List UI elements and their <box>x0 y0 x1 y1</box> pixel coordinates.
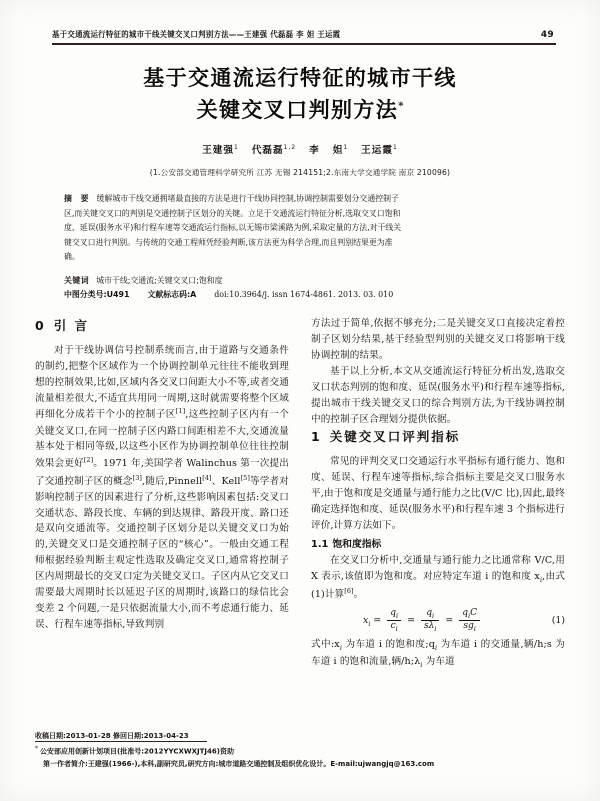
section-0-title: 引 言 <box>53 318 90 333</box>
eq1-f3-numerator <box>459 608 480 620</box>
eq1-f3-d: sg <box>463 621 474 632</box>
abstract-line-5: 确。 <box>64 252 80 262</box>
eq1-fraction-1 <box>387 608 401 633</box>
author-4: 王运霞 <box>361 145 393 156</box>
eq1-f3-denominator <box>459 620 480 633</box>
equation-1 <box>311 608 565 633</box>
right-paragraph-5 <box>311 637 565 671</box>
footnote-fund-text: 公安部应用创新计划项目(批准号:2012YYCXWXJTJ46)资助 <box>40 747 234 756</box>
title-line-2-wrap <box>0 94 600 126</box>
left-paragraph-1 <box>35 343 289 633</box>
abstract-line-1 <box>64 192 538 207</box>
abstract-label: 摘 要 <box>64 194 92 203</box>
lp1-a: 对于干线协调信号控制系统而言,由于道路与交通条件的制约,把整个区域作为一个协调控制单元往往不能收到理想的控制效果,比如,区域内各交叉口间距大小不等,或者交通流量相差很大,不适宜共用同一周期,这时就需要将整个区域再细化分成若干个小的控制子区 <box>35 344 289 421</box>
author-2: 代磊磊 <box>251 145 284 156</box>
rp4-sub: i <box>539 575 543 584</box>
footnote-fund <box>35 743 565 758</box>
abstract-line-3: 度、延误(服务水平)和行程车速等交通流运行指标,以无锡市梁溪路为例,采取定量的方法,对干线关 <box>64 223 402 233</box>
page-number: 49 <box>540 30 554 40</box>
lp1-e: 、Kell <box>211 475 241 487</box>
author-list <box>0 142 600 156</box>
section-heading-1 <box>311 427 565 448</box>
eq1-lhs: x <box>363 615 369 627</box>
eq1-f3-n: q <box>462 607 468 618</box>
rp4-b: ,由式(1)计算 <box>311 570 565 601</box>
eq1-f3-n-sub: i <box>467 611 471 620</box>
section-1-number: 1 <box>311 429 320 445</box>
citation-ref-3: [3] <box>132 473 142 482</box>
citation-ref-6: [6] <box>344 586 354 595</box>
classification <box>64 289 538 300</box>
citation-ref-2: [2] <box>83 456 94 465</box>
footnotes <box>35 730 565 771</box>
page-title <box>0 62 600 126</box>
section-heading-1-1 <box>311 537 565 553</box>
section-1-1-title: 饱和度指标 <box>332 538 382 550</box>
lp1-b: ,这些控制子区内有一个关键交叉口,在同一控制子区内路口间距相差不大,交通流量基本处于相同等级,以这些小区作为协调控制单位往往控制效果会更好 <box>35 409 289 470</box>
keywords-value: 城市干线;交通流;关键交叉口;饱和度 <box>96 276 223 285</box>
section-1-1-number: 1.1 <box>311 538 329 550</box>
rp5-a: 式中:x <box>311 639 340 651</box>
eq1-f2-numerator <box>421 608 439 620</box>
eq1-f2-denominator <box>421 620 439 633</box>
eq1-f3-n-b: C <box>470 607 477 618</box>
eq1-equals-1: = <box>373 615 382 627</box>
rp5-c: 为车道 i 的交通量,辆/h;s 为车道 i 的饱和流量,辆/h;λ <box>311 639 565 668</box>
affiliation: (1.公安部交通管理科学研究所 江苏 无锡 214151;2.东南大学交通学院 南京 210096) <box>149 168 451 177</box>
keywords-label: 关键词 <box>64 276 90 285</box>
eq1-f2-d-sub: i <box>434 624 437 633</box>
header-rule <box>52 43 556 45</box>
rp5-sub-3: i <box>420 661 423 670</box>
rp5-b: 为车道 i 的饱和度;q <box>342 639 435 651</box>
section-0-number: 0 <box>35 318 44 333</box>
title-footnote-mark: * <box>398 100 404 112</box>
eq1-f2-n-sub: i <box>432 611 435 620</box>
right-paragraph-3: 常见的评判交叉口交通运行水平指标有通行能力、饱和度、延误、行程车速等指标,综合指标主要是交叉口服务水平,由于饱和度是交通量与通行能力之比(V/C 比),因此,最终确定选择饱和度、延误(服务水平)和行程车速 3 个指标进行评价,计算方法如下。 <box>311 456 565 531</box>
rp5-sub-1: i <box>339 644 343 653</box>
body-columns <box>35 316 565 736</box>
title-line-2: 关键交叉口判别方法 <box>196 96 399 122</box>
eq1-f1-n-sub: i <box>396 611 399 620</box>
left-column <box>35 316 289 736</box>
eq1-f3-d-sub: i <box>473 624 476 633</box>
rp4-c: 。 <box>353 589 364 601</box>
author-1: 王建强 <box>202 145 234 156</box>
eq1-lhs-sub: i <box>368 619 371 628</box>
footnote-author-bio: 第一作者简介:王建强(1966-),本科,副研究员,研究方向:城市道路交通控制及组织优化设计。E-mail:ujwangjq@163.com <box>43 760 435 769</box>
section-1-title: 关键交叉口评判指标 <box>329 429 461 445</box>
author-3: 李 <box>309 145 320 156</box>
document-code: 文献标志码:A <box>147 290 197 299</box>
equation-1-body <box>311 608 535 633</box>
clc-number: 中图分类号:U491 <box>64 290 130 299</box>
author-3-affil: 1 <box>343 143 349 151</box>
abstract <box>64 192 538 265</box>
rp4-a: 在交叉口分析中,交通量与通行能力之比通常称 V/C,用 X 表示,该值即为饱和度。对应特定车道 i 的饱和度 x <box>311 555 565 582</box>
abstract-line-4: 键交叉口进行判别。与传统的交通工程师凭经验判断,该方法更为科学合理,而且判别结果更为准 <box>64 237 393 247</box>
right-paragraph-2: 基于以上分析,本文从交通流运行特征分析出发,选取交叉口状态判别的饱和度、延误(服务水平)和行程车速等指标,提出城市干线关键交叉口的综合判别方法,为干线协调控制中的控制子区合理划分提供依据。 <box>311 365 565 425</box>
abstract-text-1: 缓解城市干线交通拥堵最直接的方法是进行干线协同控制,协调控制需要划分交通控制子 <box>96 194 399 203</box>
eq1-fraction-2 <box>421 608 439 633</box>
citation-ref-5: [5] <box>240 473 250 482</box>
citation-ref-1: [1] <box>175 407 186 416</box>
abstract-line-2: 区,而关键交叉口的判别是交通控制子区划分的关键。立足于交通流运行特征分析,选取交叉口饱和 <box>64 208 401 218</box>
equation-1-number: (1) <box>551 614 565 626</box>
rp5-sub-2: i <box>434 644 438 653</box>
eq1-f2-d: sλ <box>423 621 435 632</box>
doi: doi:10.3964/j. issn 1674-4861. 2013. 03. 010 <box>214 290 394 299</box>
eq1-f1-numerator <box>387 608 401 620</box>
right-paragraph-1: 方法过于简单,依据不够充分;二是关键交叉口直接决定着控制子区划分结果,基于经验型判别的关键交叉口将影响干线协调控制的结果。 <box>311 318 565 361</box>
eq1-equals-3: = <box>445 615 454 627</box>
keywords <box>64 274 538 289</box>
eq1-equals-2: = <box>407 615 415 627</box>
title-line-1: 基于交通流运行特征的城市干线 <box>143 65 457 90</box>
eq1-f1-n: q <box>390 607 397 618</box>
author-4-affil: 1 <box>392 143 398 151</box>
eq1-f1-denominator <box>387 620 401 633</box>
lp1-f: 等学者对影响控制子区的因素进行了分析,这些影响因素包括:交叉口交通状态、路段长度、车辆的到达规律、路段开度、路口还是双向交通流等。交通控制子区划分是以关键交叉口为始的,关键交叉口是交通控制子区的“核心”。一般由交通工程师根据经验判断主观定性选取及确定交叉口,通常将控制子区内周期最长的交叉口定为关键交叉口。子区内从它交叉口需要最大周期时长以延迟子区的周期时,该路口的绿信比会变差 2 个问题,一是只依据流量大小,而不考虑通行能力、延误、行程车速等指标,导致判别 <box>35 475 289 630</box>
eq1-f1-d-sub: i <box>395 624 398 633</box>
section-heading-0 <box>35 316 289 337</box>
citation-ref-4: [4] <box>202 473 212 482</box>
rp5-d: 为车道 <box>422 656 455 668</box>
lp1-d: ,随后,Pinnell <box>141 475 203 487</box>
author-1-affil: 1 <box>234 143 239 151</box>
eq1-fraction-3 <box>459 608 480 633</box>
lp1-c: 。1971 年,美国学者 Walinchus 第一次提出了交通控制子区的概念 <box>35 458 289 487</box>
running-head-text: 基于交通流运行特征的城市干线关键交叉口判别方法——王建强 代磊磊 李 妲 王运霞 <box>52 29 341 40</box>
right-column <box>311 316 565 736</box>
author-2-affil: 1,2 <box>283 143 297 151</box>
author-3b: 妲 <box>332 145 344 156</box>
footnote-received: 收稿日期:2013-01-28 修回日期:2013-04-23 <box>35 732 189 740</box>
eq1-f1-d: c <box>390 621 396 632</box>
right-paragraph-4 <box>311 553 565 603</box>
running-head <box>52 24 556 40</box>
eq1-f2-n: q <box>426 607 432 618</box>
footnote-fund-mark: * <box>35 744 38 752</box>
